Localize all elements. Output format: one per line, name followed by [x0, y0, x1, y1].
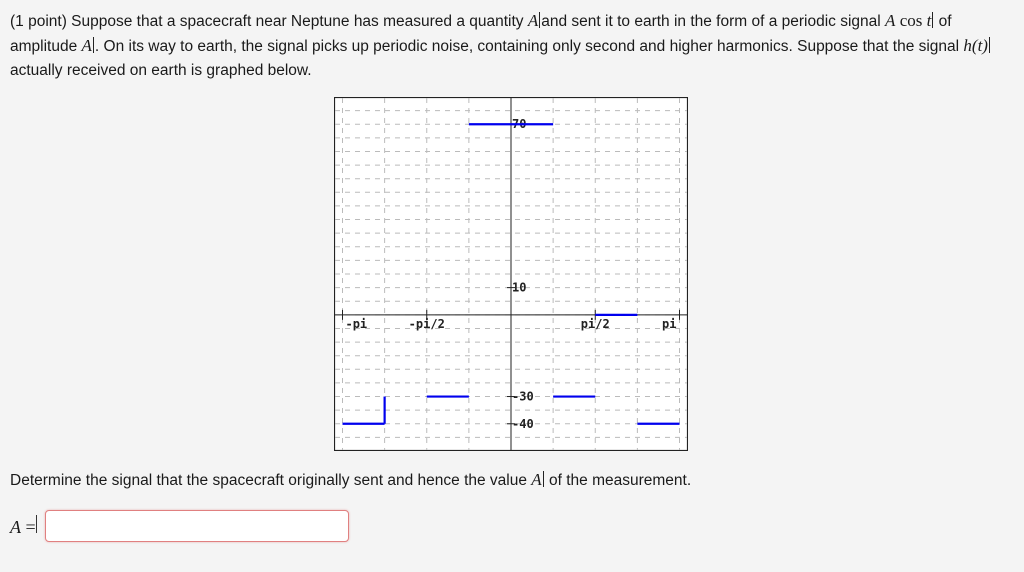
x-tick-label: pi/2 — [580, 316, 610, 331]
h-of-t: h(t) — [963, 36, 988, 55]
var-a: A — [527, 11, 539, 30]
y-tick-label: 10 — [512, 280, 527, 295]
var-a: A — [531, 470, 542, 489]
answer-input[interactable] — [45, 510, 349, 542]
signal-graph — [334, 97, 688, 451]
y-tick-label: -40 — [512, 416, 534, 431]
var-a: A — [885, 11, 896, 30]
x-tick-label: -pi/2 — [408, 316, 445, 331]
x-tick-label: pi — [662, 316, 677, 331]
x-tick-label: -pi — [345, 316, 368, 331]
problem-statement: (1 point) Suppose that a spacecraft near Neptune has measured a quantity A and sent it to earth in the form of a periodic signal A cos t of amplitude A . On its way to earth, the signal picks up periodic noise, containing only second and higher harmonics. Suppose that the signal h(t)actually received on earth is graphed below. — [10, 11, 988, 79]
y-tick-label: 70 — [512, 117, 527, 132]
answer-row — [10, 509, 349, 543]
points-label: (1 point) — [10, 13, 67, 30]
var-a: A — [81, 36, 92, 55]
y-tick-label: -30 — [512, 389, 534, 404]
var-t: t — [926, 11, 932, 30]
signal-graph-svg — [334, 97, 688, 451]
question-text: Determine the signal that the spacecraft originally sent and hence the value A of the measurement. — [10, 470, 692, 489]
answer-label: A = — [10, 516, 36, 537]
